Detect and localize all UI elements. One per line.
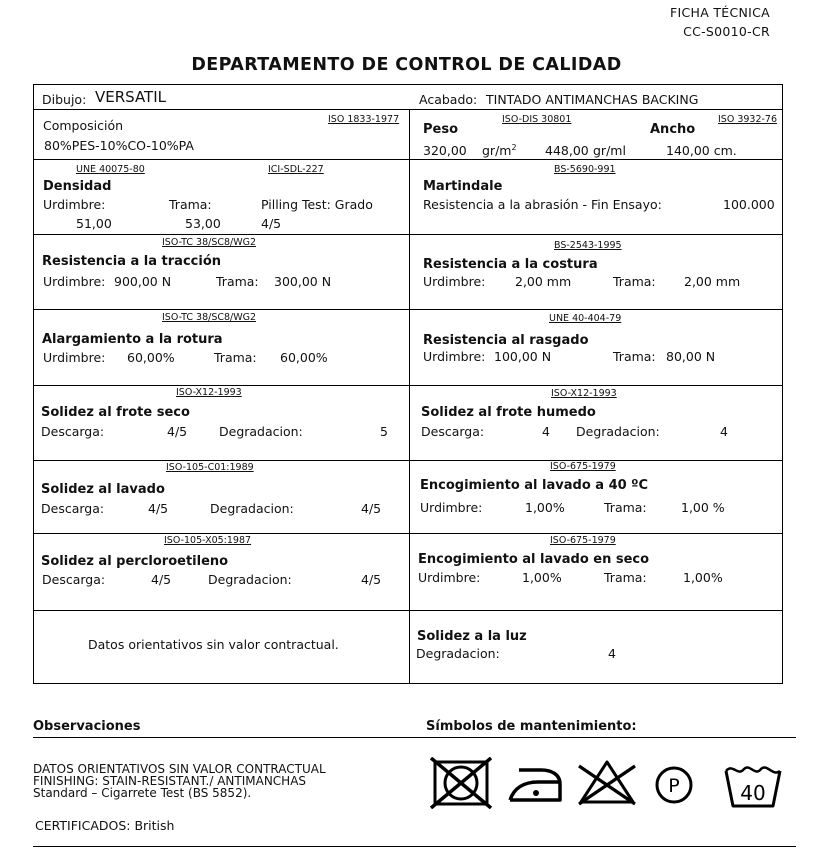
wash-40-icon <box>723 763 783 809</box>
frote-humedo-standard: ISO-X12-1993 <box>551 388 617 399</box>
row-frote <box>34 386 782 461</box>
frote-seco-descarga-label: Descarga: <box>41 424 105 439</box>
peso-unit-2: gr/ml <box>593 143 626 158</box>
encog-seco-standard: ISO-675-1979 <box>550 535 616 546</box>
encog40-urdimbre-value: 1,00% <box>525 500 565 515</box>
costura-standard: BS-2543-1995 <box>554 240 622 251</box>
lavado-title: Solidez al lavado <box>41 482 165 497</box>
lavado-degradacion-value: 4/5 <box>361 501 382 516</box>
traccion-urdimbre-label: Urdimbre: <box>43 274 106 289</box>
alargamiento-standard: ISO-TC 38/SC8/WG2 <box>162 312 257 323</box>
martindale-standard: BS-5690-991 <box>554 164 616 175</box>
percloro-descarga-value: 4/5 <box>151 572 172 587</box>
mantenimiento-title: Símbolos de mantenimiento: <box>426 719 637 734</box>
martindale-value: 100.000 <box>723 197 775 212</box>
row-dibujo <box>34 85 782 110</box>
acabado-label: Acabado: <box>419 92 478 107</box>
row-densidad <box>34 160 782 235</box>
encog40-standard: ISO-675-1979 <box>550 461 616 472</box>
frote-humedo-degradacion-label: Degradacion: <box>576 424 660 439</box>
frote-seco-descarga-value: 4/5 <box>167 424 188 439</box>
rasgado-title: Resistencia al rasgado <box>423 333 589 348</box>
traccion-trama-value: 300,00 N <box>274 274 332 289</box>
ancho-value: 140,00 cm. <box>666 143 737 158</box>
densidad-standard-2: ICI-SDL-227 <box>268 164 324 175</box>
rasgado-trama-label: Trama: <box>613 349 656 364</box>
acabado-value: TINTADO ANTIMANCHAS BACKING <box>486 92 699 107</box>
doc-type: FICHA TÉCNICA <box>669 5 770 20</box>
encog40-urdimbre-label: Urdimbre: <box>420 500 483 515</box>
martindale-label: Resistencia a la abrasión - Fin Ensayo: <box>423 197 662 212</box>
frote-humedo-title: Solidez al frote humedo <box>421 405 596 420</box>
row-luz <box>34 611 782 684</box>
densidad-urdimbre-label: Urdimbre: <box>43 197 106 212</box>
lavado-degradacion-label: Degradacion: <box>210 501 294 516</box>
costura-trama-label: Trama: <box>613 274 656 289</box>
alargamiento-trama-value: 60,00% <box>280 350 328 365</box>
wash-temp: 40 <box>740 781 766 805</box>
alargamiento-urdimbre-label: Urdimbre: <box>43 350 106 365</box>
rasgado-urdimbre-value: 100,00 N <box>494 349 552 364</box>
encog-seco-urdimbre-value: 1,00% <box>522 570 562 585</box>
densidad-trama-value: 53,00 <box>185 216 221 231</box>
traccion-title: Resistencia a la tracción <box>42 254 222 269</box>
row-lavado <box>34 461 782 534</box>
dry-clean-p-icon <box>653 764 695 806</box>
ancho-standard: ISO 3932-76 <box>718 114 778 125</box>
rasgado-standard: UNE 40-404-79 <box>549 313 622 324</box>
martindale-title: Martindale <box>423 179 503 194</box>
frote-seco-standard: ISO-X12-1993 <box>176 387 242 398</box>
costura-trama-value: 2,00 mm <box>684 274 741 289</box>
page-title: DEPARTAMENTO DE CONTROL DE CALIDAD <box>191 55 622 75</box>
rasgado-urdimbre-label: Urdimbre: <box>423 349 486 364</box>
alargamiento-title: Alargamiento a la rotura <box>42 332 223 347</box>
divider-top <box>33 737 796 738</box>
row-percloro <box>34 534 782 611</box>
costura-urdimbre-value: 2,00 mm <box>515 274 572 289</box>
do-not-bleach-icon <box>573 756 641 806</box>
traccion-standard: ISO-TC 38/SC8/WG2 <box>162 237 257 248</box>
lavado-descarga-label: Descarga: <box>41 501 105 516</box>
composicion-value: 80%PES-10%CO-10%PA <box>44 138 194 153</box>
peso-value-1: 320,00 <box>423 143 467 158</box>
peso-label: Peso <box>423 122 459 137</box>
encog40-title: Encogimiento al lavado a 40 ºC <box>420 478 649 493</box>
traccion-trama-label: Trama: <box>216 274 259 289</box>
densidad-urdimbre-value: 51,00 <box>76 216 112 231</box>
pilling-value: 4/5 <box>261 216 282 231</box>
dibujo-label: Dibujo: <box>42 92 87 107</box>
certificados-text: CERTIFICADOS: British <box>35 818 175 833</box>
frote-humedo-descarga-label: Descarga: <box>421 424 485 439</box>
datos-note: Datos orientativos sin valor contractual. <box>88 637 339 652</box>
pilling-label: Pilling Test: Grado <box>261 197 373 212</box>
encog-seco-urdimbre-label: Urdimbre: <box>418 570 481 585</box>
iron-low-icon <box>505 762 565 806</box>
traccion-urdimbre-value: 900,00 N <box>114 274 172 289</box>
composicion-standard: ISO 1833-1977 <box>328 114 400 125</box>
doc-code: CC-S0010-CR <box>683 24 770 39</box>
peso-value-2: 448,00 <box>545 143 589 158</box>
peso-unit-1: $gr/m^2$ <box>482 143 517 159</box>
divider-bottom <box>33 846 796 847</box>
spec-table <box>33 84 783 684</box>
luz-degradacion-label: Degradacion: <box>416 646 500 661</box>
observaciones-title: Observaciones <box>33 719 141 734</box>
encog40-trama-value: 1,00 % <box>681 500 725 515</box>
densidad-title: Densidad <box>43 179 112 194</box>
lavado-descarga-value: 4/5 <box>148 501 169 516</box>
rasgado-trama-value: 80,00 N <box>666 349 716 364</box>
luz-title: Solidez a la luz <box>417 629 527 644</box>
percloro-title: Solidez al percloroetileno <box>41 554 229 569</box>
percloro-standard: ISO-105-X05:1987 <box>164 535 252 546</box>
encog-seco-title: Encogimiento al lavado en seco <box>418 552 650 567</box>
percloro-descarga-label: Descarga: <box>42 572 106 587</box>
row-composicion <box>34 110 782 160</box>
frote-seco-title: Solidez al frote seco <box>41 405 190 420</box>
densidad-trama-label: Trama: <box>169 197 212 212</box>
peso-standard: ISO-DIS 30801 <box>502 114 572 125</box>
encog-seco-trama-label: Trama: <box>604 570 647 585</box>
composicion-label: Composición <box>43 118 124 133</box>
frote-humedo-degradacion-value: 4 <box>720 424 728 439</box>
frote-seco-degradacion-value: 5 <box>380 424 388 439</box>
percloro-degradacion-value: 4/5 <box>361 572 382 587</box>
lavado-standard: ISO-105-C01:1989 <box>166 462 254 473</box>
densidad-standard-1: UNE 40075-80 <box>76 164 145 175</box>
row-traccion <box>34 235 782 310</box>
alargamiento-urdimbre-value: 60,00% <box>127 350 175 365</box>
costura-urdimbre-label: Urdimbre: <box>423 274 486 289</box>
frote-humedo-descarga-value: 4 <box>542 424 550 439</box>
alargamiento-trama-label: Trama: <box>214 350 257 365</box>
encog-seco-trama-value: 1,00% <box>683 570 723 585</box>
encog40-trama-label: Trama: <box>604 500 647 515</box>
dry-clean-letter: P <box>668 775 680 797</box>
document-header <box>670 3 770 41</box>
row-alargamiento <box>34 310 782 386</box>
ancho-label: Ancho <box>650 122 696 137</box>
dibujo-value: VERSATIL <box>95 88 167 106</box>
do-not-tumble-dry-icon <box>430 757 492 809</box>
percloro-degradacion-label: Degradacion: <box>208 572 292 587</box>
luz-degradacion-value: 4 <box>608 646 616 661</box>
costura-title: Resistencia a la costura <box>423 257 598 272</box>
frote-seco-degradacion-label: Degradacion: <box>219 424 303 439</box>
observaciones-text: DATOS ORIENTATIVOS SIN VALOR CONTRACTUAL FINISHING: STAIN-RESISTANT./ ANTIMANCHAS Standard – Cigarrete Test (BS 5852). <box>33 762 326 800</box>
